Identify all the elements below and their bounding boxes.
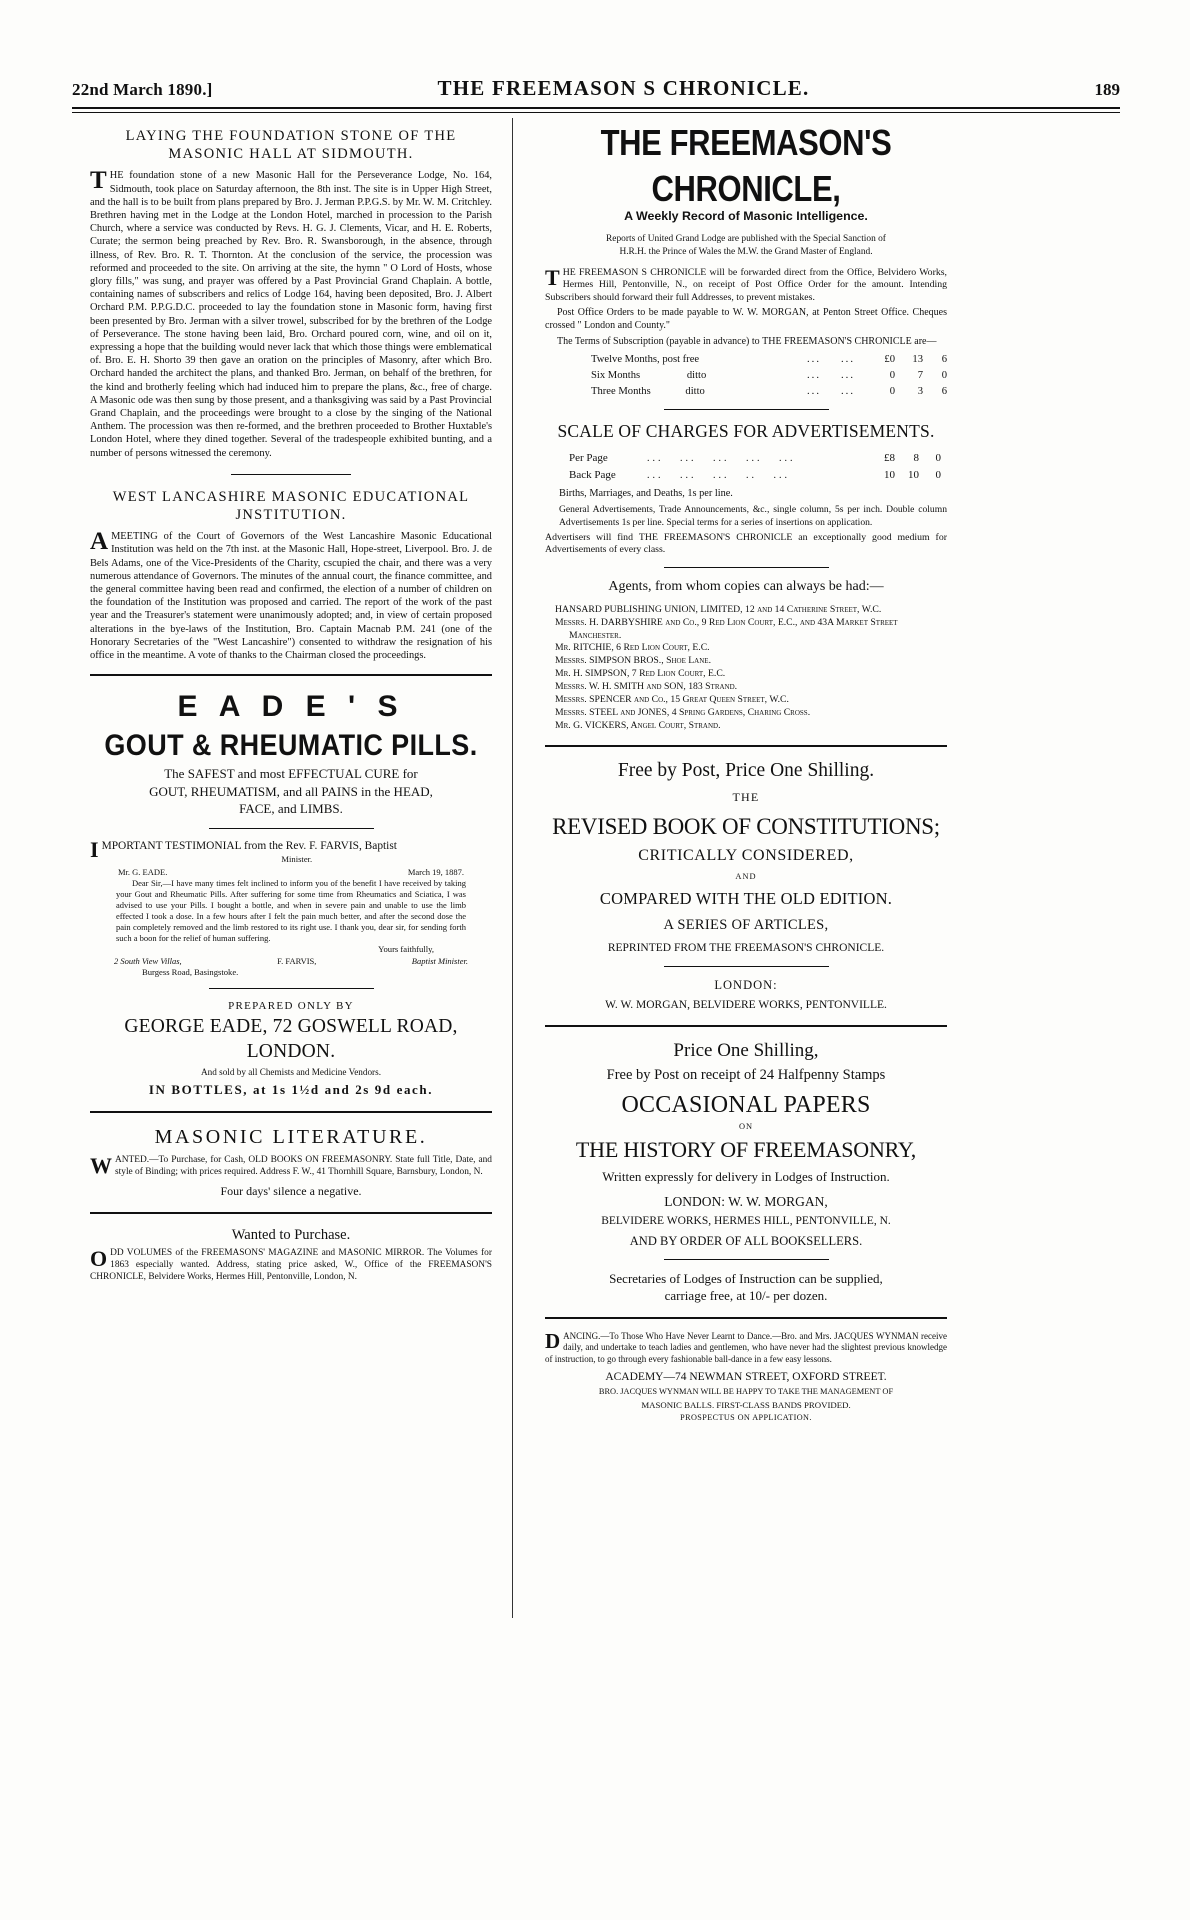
ad-divider-3 [90, 1212, 492, 1214]
drop-cap: I [90, 837, 99, 863]
rate-dots: ... [807, 385, 821, 397]
rate-pence: 6 [941, 354, 947, 366]
charge-general-note: General Advertisements, Trade Announcements, &c., single column, 5s per inch. Double column Advertisements 1s per line. Special terms for a series of insertions on application. [559, 504, 947, 528]
testimonial-minister: Minister. [281, 854, 313, 865]
ad-body [545, 1328, 947, 1365]
publication-title: THE FREEMASON S CHRONICLE. [437, 76, 810, 100]
advertisement-occasional-papers [545, 1039, 947, 1305]
charge-shillings: 10 [908, 469, 919, 482]
article-body [90, 530, 492, 662]
article-body [90, 169, 492, 459]
advertisement-masonic-literature [90, 1125, 492, 1200]
ad-reprinted-line: REPRINTED FROM THE FREEMASON'S CHRONICLE. [607, 942, 885, 955]
subscription-para-1 [545, 267, 947, 304]
list-item: Messrs. SPENCER and Co., 15 Great Queen Street, W.C. [555, 694, 789, 706]
list-item: Messrs. STEEL and JONES, 4 Spring Gardens, Charing Cross. [555, 706, 811, 718]
ad-book-title: REVISED BOOK OF CONSTITUTIONS; [552, 814, 940, 840]
table-row [545, 467, 947, 484]
subscription-para-3: The Terms of Subscription (payable in advance) to THE FREEMASON'S CHRONICLE are— [557, 335, 937, 347]
ad-price-line: Price One Shilling, [673, 1039, 819, 1061]
sender-address-line-2: Burgess Road, Basingstoke. [142, 967, 239, 978]
ad-description: Written expressly for delivery in Lodges of Instruction. [602, 1169, 890, 1185]
ad-publisher-city: LONDON: W. W. MORGAN, [664, 1193, 828, 1209]
rate-pence: 6 [941, 385, 947, 397]
section-divider-2 [664, 567, 829, 568]
masthead-subtitle: A Weekly Record of Masonic Intelligence. [624, 209, 868, 224]
table-row [545, 368, 947, 384]
ad-price-line: Free by Post, Price One Shilling. [617, 759, 875, 781]
ad-claim-line-3: FACE, and LIMBS. [239, 801, 343, 817]
advertisers-note: Advertisers will find THE FREEMASON'S CHRONICLE an exceptionally good medium for Advertisements of every class. [545, 532, 947, 556]
article-heading: LAYING THE FOUNDATION STONE OF THE MASONIC HALL AT SIDMOUTH. [125, 128, 457, 162]
charges-table [545, 450, 947, 484]
drop-cap: T [545, 265, 560, 291]
charge-births: Births, Marriages, and Deaths, 1s per line. [559, 488, 733, 500]
ad-subtitle: CRITICALLY CONSIDERED, [638, 847, 854, 865]
testimonial-address-row [90, 867, 492, 878]
section-divider [231, 474, 351, 475]
agents-heading: Agents, from whom copies can always be had:— [608, 578, 884, 594]
ad-divider [90, 674, 492, 676]
ad-inner-divider [664, 1259, 829, 1260]
testimonial-heading-text: MPORTANT TESTIMONIAL from the Rev. F. FARVIS, Baptist [101, 840, 397, 853]
ad-divider-3 [545, 1317, 947, 1319]
list-item: Mr. G. VICKERS, Angel Court, Strand. [555, 719, 721, 731]
ad-academy-address: ACADEMY—74 NEWMAN STREET, OXFORD STREET. [605, 1371, 887, 1384]
ad-claim-line-1: The SAFEST and most EFFECTUAL CURE for [164, 766, 418, 782]
testimonial-signature: F. FARVIS, [277, 956, 317, 967]
ad-title: OCCASIONAL PAPERS [621, 1091, 871, 1118]
ad-heading: Wanted to Purchase. [231, 1226, 351, 1243]
ad-series-line: A SERIES OF ARTICLES, [663, 916, 829, 933]
list-item: HANSARD PUBLISHING UNION, LIMITED, 12 and 14 Catherine Street, W.C. [555, 603, 882, 615]
ad-brand-name: E A D E ' S [177, 690, 405, 724]
right-column [519, 118, 957, 1878]
ad-inner-divider [209, 828, 374, 829]
header-rule [72, 107, 1120, 113]
drop-cap: T [90, 167, 107, 195]
drop-cap: D [545, 1328, 561, 1353]
ad-body-text: ANTED.—To Purchase, for Cash, OLD BOOKS ON FREEMASONRY. State full Title, Date, and style of Binding; with prices required. Address F. W., 41 Thornhill Square, Barnsbury, London, N. [115, 1155, 492, 1178]
rate-dots: ... [807, 354, 821, 366]
table-row [545, 352, 947, 368]
ad-maker-address: GEORGE EADE, 72 GOSWELL ROAD, LONDON. [124, 1016, 458, 1063]
ad-and-label: AND [735, 871, 757, 881]
advertisement-eades-pills [90, 688, 492, 1098]
charge-shillings: 8 [913, 452, 919, 465]
sender-address-line-1: 2 South View Villas, [114, 956, 182, 967]
ad-prospectus-line: PROSPECTUS ON APPLICATION. [680, 1412, 812, 1422]
masthead-reports-note: Reports of United Grand Lodge are published with the Special Sanction of H.R.H. the Prince of Wales the M.W. the Grand Master of England. [606, 234, 886, 257]
signature-title: Baptist Minister. [411, 956, 468, 967]
testimonial-signature-row [90, 956, 492, 967]
ad-management-line: BRO. JACQUES WYNMAN WILL BE HAPPY TO TAKE THE MANAGEMENT OF [598, 1386, 894, 1396]
drop-cap: A [90, 528, 109, 556]
rate-dots-2: ... [841, 385, 855, 397]
drop-cap: O [90, 1246, 108, 1272]
ad-sold-by: And sold by all Chemists and Medicine Vendors. [201, 1067, 381, 1078]
rate-period: Twelve Months, post free [591, 354, 700, 366]
list-item: Mr. H. SIMPSON, 7 Red Lion Court, E.C. [555, 668, 726, 680]
rate-dots-2: ... [841, 369, 855, 381]
ad-subject: THE HISTORY OF FREEMASONRY, [575, 1137, 917, 1163]
rate-shillings: 3 [917, 385, 923, 397]
ad-claim-line-2: GOUT, RHEUMATISM, and all PAINS in the HEAD, [149, 783, 433, 799]
ad-city: LONDON: [714, 978, 778, 993]
rate-pounds: £0 [884, 354, 895, 366]
rate-pence: 0 [941, 369, 947, 381]
issue-date: 22nd March 1890.] [72, 80, 213, 99]
charge-pence: 0 [935, 452, 941, 465]
charge-label: Per Page [569, 452, 608, 465]
advertisement-dancing [545, 1328, 947, 1423]
ad-body [90, 1248, 492, 1284]
table-row [545, 384, 947, 400]
charge-dots: ... ... ... ... ... [646, 453, 796, 465]
column-rule [512, 118, 513, 1618]
subscription-para-2: Post Office Orders to be made payable to W. W. MORGAN, at Penton Street Office. Cheques crossed " London and County." [545, 307, 947, 332]
masthead-title: THE FREEMASON'S CHRONICLE, [600, 122, 892, 209]
advertisement-book-constitutions [545, 759, 947, 1013]
section-divider [664, 409, 829, 410]
advertisement-wanted-to-purchase [90, 1226, 492, 1284]
charge-dots: ... ... ... .. ... [646, 470, 790, 482]
testimonial-date: March 19, 1887. [407, 867, 464, 878]
scale-of-charges [545, 420, 947, 557]
list-item: Mr. RITCHIE, 6 Red Lion Court, E.C. [555, 642, 710, 654]
ad-divider-2 [90, 1111, 492, 1113]
rate-shillings: 7 [917, 369, 923, 381]
ad-body [90, 1155, 492, 1179]
subscription-info [545, 267, 947, 399]
ad-divider [545, 745, 947, 747]
ad-price-bottles: IN BOTTLES, at 1s 1½d and 2s 9d each. [148, 1082, 434, 1098]
article-west-lancashire [90, 489, 492, 662]
testimonial-body: Dear Sir,—I have many times felt inclined to inform you of the benefit I have received by taking your Gout and Rheumatic Pills. After suffering for some time from Rheumatics and Sciatica, I was advised to use your Pills. I bought a bottle, and when in severe pain and unable to use the limb effected I took a dose. In a few hours after I felt the pain much better, and after the second dose the pain completely removed and the limb restored to its right use. I thank you, dear sir, for sending forth such a boon for the relief of human suffering. [116, 878, 466, 944]
subscription-text-1: HE FREEMASON S CHRONICLE will be forwarded direct from the Office, Belvidero Works, Hermes Hill, Pentonville, N., on receipt of Post Office Order for the amount. Intending Subscribers should forward their full Addresses, to prevent mistakes. [545, 267, 947, 303]
table-row [545, 450, 947, 467]
rate-period: Three Months ditto [591, 385, 705, 397]
ad-divider-2 [545, 1025, 947, 1027]
testimonial-yours: Yours faithfully, [378, 944, 434, 955]
rate-dots-2: ... [841, 354, 855, 366]
column-container [72, 118, 1120, 1878]
left-column [72, 118, 506, 1878]
subscription-rates-table [545, 352, 947, 399]
charge-label: Back Page [569, 469, 616, 482]
ad-heading: MASONIC LITERATURE. [154, 1125, 428, 1148]
rate-period: Six Months ditto [591, 369, 707, 381]
article-text: HE foundation stone of a new Masonic Hall for the Perseverance Lodge, No. 164, Sidmouth, took place on Saturday afternoon, the 8th inst. The site is in Upper High Street, and the hall is to be built from plans prepared by Bro. J. Jerman P.P.G.S. by Mr. W. M. Critchley. Brethren having met in the Lodge at the London Hotel, marched in procession to the Parish Church, where a service was conducted by Revs. H. G. J. Clements, Vicar, and H. E. Roberts, Curate; the sermon being preached by Rev. Bro. R. Swansborough, in the absence, through illness, of Rev. Bro. R. T. Thornton. At the conclusion of the service, the procession was reformed and proceeded to the site. On arriving at the site, the hymn " O Lord of Hosts, whose glory fills," was sung, and prayer was offered by a Past Provincial Grand Chaplain. A bottle, containing names of subscribers and relics of Lodge 164, having been deposited, Bro. J. Albert Orchard P.M. P.P.G.D.C. proceeded to lay the foundation stone in Masonic form, having first been presented by Bro. Jerman with a silver trowel, subscribed for by the brethren of the Lodge of Perseverance. The stone having been laid, Bro. Orchard poured corn, wine, and oil on it, expressing a hope that the building would never lack that which those things were emblematical of. Bro. E. H. Shorto 39 then gave an oration on the principles of Masonry, after which Bro. Orchard handed the architect the plans, and thanked Bro. Jerman, on behalf of the brethren, for the kind and brotherly feeling which had induced him to prepare the plans, &c., free of charge. A Masonic ode was then sung by those present, and a thanksgiving was said by a Past Provincial Grand Chaplain, and the proceedings were brought to a close by the singing of the National Anthem. The procession was then re-formed, and the brethren proceeded to Brother Huxtable's London Hotel, where they dined together. Several of the tradespeople exhibited bunting, and a number of persons witnessed the ceremony. [90, 170, 492, 459]
ad-product-name: GOUT & RHEUMATIC PILLS. [104, 728, 478, 762]
ad-secretaries-note: Secretaries of Lodges of Instruction can be supplied, carriage free, at 10/- per dozen. [609, 1270, 883, 1304]
ad-body-text: DD VOLUMES of the FREEMASONS' MAGAZINE and MASONIC MIRROR. The Volumes for 1863 especially wanted. Address, stating price asked, W., Office of the FREEMASON'S CHRONICLE, Belvidere Works, Hermes Hill, Pentonville, London, N. [90, 1248, 492, 1282]
charge-pounds: 10 [884, 469, 895, 482]
page-header [72, 76, 1120, 113]
rate-pounds: 0 [889, 369, 895, 381]
charge-pence: 0 [935, 469, 941, 482]
charge-pounds: £8 [884, 452, 895, 465]
article-heading: WEST LANCASHIRE MASONIC EDUCATIONAL JNSTITUTION. [112, 488, 470, 523]
ad-inner-divider [664, 966, 829, 967]
ad-balls-line: MASONIC BALLS. FIRST-CLASS BANDS PROVIDED. [641, 1399, 851, 1410]
ad-the-label: THE [732, 789, 760, 804]
agents-section [545, 578, 947, 733]
ad-booksellers-line: AND BY ORDER OF ALL BOOKSELLERS. [629, 1233, 863, 1248]
page-number: 189 [1094, 80, 1120, 99]
list-item: Messrs. W. H. SMITH and SON, 183 Strand. [555, 681, 738, 693]
drop-cap: W [90, 1153, 112, 1179]
list-item: Messrs. H. DARBYSHIRE and Co., 9 Red Lion Court, E.C., and 43A Market Street Manchester. [555, 616, 898, 641]
ad-publisher: W. W. MORGAN, BELVIDERE WORKS, PENTONVILLE. [605, 999, 887, 1012]
rate-dots: ... [807, 369, 821, 381]
ad-on-label: ON [738, 1122, 754, 1132]
ad-compared-line: COMPARED WITH THE OLD EDITION. [599, 888, 893, 908]
ad-postage-line: Free by Post on receipt of 24 Halfpenny Stamps [606, 1067, 886, 1084]
publication-masthead [545, 120, 947, 258]
scale-heading: SCALE OF CHARGES FOR ADVERTISEMENTS. [557, 421, 935, 442]
ad-footer-note: Four days' silence a negative. [220, 1184, 362, 1199]
testimonial-addressee: Mr. G. EADE. [118, 867, 168, 878]
rate-pounds: 0 [889, 385, 895, 397]
ad-prepared-label: PREPARED ONLY BY [228, 1000, 354, 1013]
rate-shillings: 13 [912, 354, 923, 366]
article-text: MEETING of the Court of Governors of the West Lancashire Masonic Educational Institution was held on the 7th inst. at the Masonic Hall, Hope-street, Liverpool. Bro. J. de Bels Adams, one of the Vice-Presidents of the Charity, cscupied the chair, and there was a very numerous attendance of Governors. The minutes of the annual court, the finance committee, and the general committee having been read and confirmed, the election of a number of children on the foundation of the Institution was proposed and carried. The report of the work of the past year and the Treasurer's statement were unanimously adopted; and, in view of certain proposed alterations in the bye-laws of the Institution, Bro. Captain Macnab P.M. 241 (one of the Honorary Secretaries of the "West Lancashire") consented to withdraw the resignation of his office in the meantime. A vote of thanks to the Chairman closed the proceedings. [90, 531, 492, 662]
ad-inner-divider-2 [209, 988, 374, 989]
article-sidmouth [90, 128, 492, 460]
ad-publisher-address: BELVIDERE WORKS, HERMES HILL, PENTONVILLE, N. [601, 1215, 891, 1228]
ad-body-text: ANCING.—To Those Who Have Never Learnt to Dance.—Bro. and Mrs. JACQUES WYNMAN receive daily, and undertake to teach ladies and gentlemen, who have never had the slightest previous knowledge of instruction, to go through every fashionable ball-dance in a few easy lessons. [545, 1330, 947, 1364]
list-item: Messrs. SIMPSON BROS., Shoe Lane. [555, 655, 711, 667]
